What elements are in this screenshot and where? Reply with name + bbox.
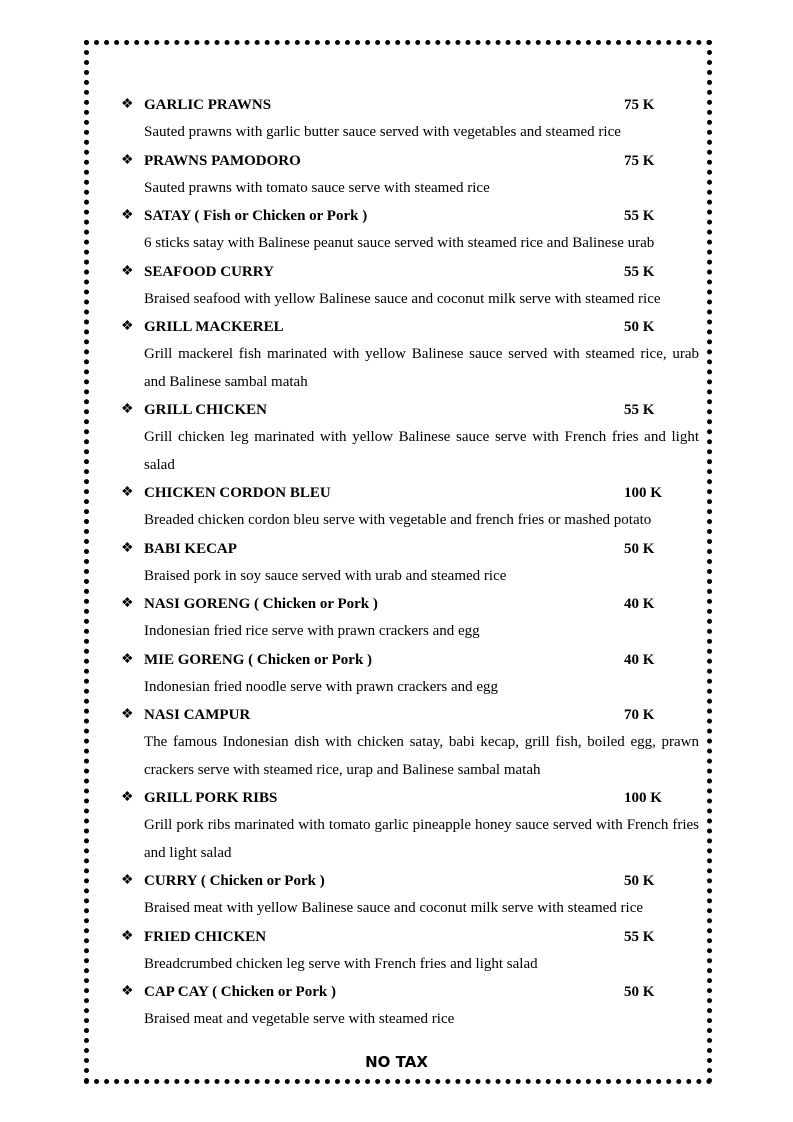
dish-price: 55 K — [624, 208, 655, 224]
menu-item-header — [121, 590, 699, 618]
dish-price: 55 K — [624, 402, 655, 418]
menu-item — [121, 923, 699, 979]
diamond-bullet-icon: ❖ — [121, 152, 134, 168]
dish-price: 50 K — [624, 540, 655, 557]
dish-price: 70 K — [624, 707, 655, 723]
dish-description: Breadcrumbed chicken leg serve with French fries and light salad — [144, 955, 538, 972]
diamond-bullet-icon: ❖ — [121, 651, 134, 667]
menu-item-header — [121, 867, 699, 895]
dish-name: NASI GORENG ( Chicken or Pork ) — [144, 596, 378, 612]
dish-price: 50 K — [624, 319, 655, 335]
diamond-bullet-icon: ❖ — [121, 873, 134, 888]
dish-name: SEAFOOD CURRY — [144, 263, 274, 280]
diamond-bullet-icon: ❖ — [121, 208, 134, 223]
dish-price: 55 K — [624, 928, 655, 945]
dish-price: 50 K — [624, 873, 655, 889]
dish-name: SATAY ( Fish or Chicken or Pork ) — [144, 208, 368, 224]
dish-name: BABI KECAP — [144, 540, 237, 557]
dish-description: Sauted prawns with tomato sauce serve with steamed rice — [144, 179, 490, 196]
dish-description: Braised seafood with yellow Balinese sauce and coconut milk serve with steamed rice — [144, 290, 661, 307]
menu-item-header — [121, 784, 699, 812]
menu-item — [121, 313, 699, 396]
menu-item-header — [121, 646, 699, 674]
diamond-bullet-icon: ❖ — [121, 928, 134, 944]
dish-name: PRAWNS PAMODORO — [144, 152, 301, 169]
menu-item-header — [121, 147, 699, 175]
menu-item — [121, 396, 699, 479]
menu-item — [121, 91, 699, 147]
menu-item — [121, 784, 699, 867]
menu-item-header — [121, 396, 699, 424]
menu-item — [121, 202, 699, 258]
menu-item-header — [121, 701, 699, 729]
dish-price: 50 K — [624, 984, 655, 1000]
menu-item — [121, 479, 699, 535]
dish-price: 100 K — [624, 485, 662, 501]
dish-description: Breaded chicken cordon bleu serve with vegetable and french fries or mashed potato — [144, 512, 652, 528]
dish-price: 75 K — [624, 97, 655, 113]
dish-price: 75 K — [624, 152, 655, 169]
footer-note: NO TAX — [365, 1053, 428, 1071]
dish-description: Indonesian fried noodle serve with prawn crackers and egg — [144, 678, 499, 695]
diamond-bullet-icon: ❖ — [121, 263, 134, 279]
dish-description: Sauted prawns with garlic butter sauce served with vegetables and steamed rice — [144, 124, 621, 140]
diamond-bullet-icon: ❖ — [121, 984, 134, 999]
dish-name: GRILL PORK RIBS — [144, 790, 278, 806]
menu-item — [121, 258, 699, 314]
menu-item — [121, 590, 699, 646]
diamond-bullet-icon: ❖ — [121, 319, 134, 334]
menu-item — [121, 535, 699, 591]
dish-description: Grill pork ribs marinated with tomato garlic pineapple honey sauce served with French fries and light salad — [144, 817, 699, 861]
dish-description: Braised pork in soy sauce served with urab and steamed rice — [144, 567, 507, 584]
diamond-bullet-icon: ❖ — [121, 596, 134, 611]
dish-name: CURRY ( Chicken or Pork ) — [144, 873, 325, 889]
dish-price: 40 K — [624, 596, 655, 612]
dish-name: CHICKEN CORDON BLEU — [144, 485, 331, 501]
dish-description: Braised meat and vegetable serve with steamed rice — [144, 1011, 455, 1027]
dish-price: 100 K — [624, 790, 662, 806]
diamond-bullet-icon: ❖ — [121, 790, 134, 805]
diamond-bullet-icon: ❖ — [121, 540, 134, 556]
dish-description: Indonesian fried rice serve with prawn crackers and egg — [144, 623, 480, 639]
menu-item-header — [121, 313, 699, 341]
menu-item-header — [121, 258, 699, 286]
dish-price: 55 K — [624, 263, 655, 280]
menu-item-header — [121, 479, 699, 507]
menu-item-header — [121, 202, 699, 230]
menu-item — [121, 701, 699, 784]
menu-item — [121, 978, 699, 1034]
dish-description: 6 sticks satay with Balinese peanut sauce served with steamed rice and Balinese urab — [144, 235, 655, 251]
dish-description: The famous Indonesian dish with chicken satay, babi kecap, grill fish, boiled egg, prawn crackers serve with steamed rice, urap and Balinese sambal matah — [144, 734, 699, 778]
menu-item — [121, 867, 699, 923]
menu-item — [121, 646, 699, 702]
diamond-bullet-icon: ❖ — [121, 97, 134, 112]
dish-name: GRILL MACKEREL — [144, 319, 284, 335]
dish-description: Braised meat with yellow Balinese sauce and coconut milk serve with steamed rice — [144, 900, 644, 916]
menu-item-header — [121, 978, 699, 1006]
diamond-bullet-icon: ❖ — [121, 402, 134, 417]
dish-name: FRIED CHICKEN — [144, 928, 267, 945]
menu-list — [121, 91, 699, 1034]
menu-item-header — [121, 535, 699, 563]
dish-price: 40 K — [624, 651, 655, 668]
menu-item — [121, 147, 699, 203]
dish-name: GARLIC PRAWNS — [144, 97, 272, 113]
dish-name: GRILL CHICKEN — [144, 402, 267, 418]
dish-name: MIE GORENG ( Chicken or Pork ) — [144, 651, 373, 668]
dish-description: Grill mackerel fish marinated with yellow Balinese sauce served with steamed rice, urab and Balinese sambal matah — [144, 346, 699, 390]
menu-item-header — [121, 91, 699, 119]
menu-item-header — [121, 923, 699, 951]
dish-name: CAP CAY ( Chicken or Pork ) — [144, 984, 336, 1000]
diamond-bullet-icon: ❖ — [121, 707, 134, 722]
diamond-bullet-icon: ❖ — [121, 485, 134, 500]
dish-name: NASI CAMPUR — [144, 707, 251, 723]
dish-description: Grill chicken leg marinated with yellow Balinese sauce serve with French fries and light salad — [144, 429, 699, 473]
